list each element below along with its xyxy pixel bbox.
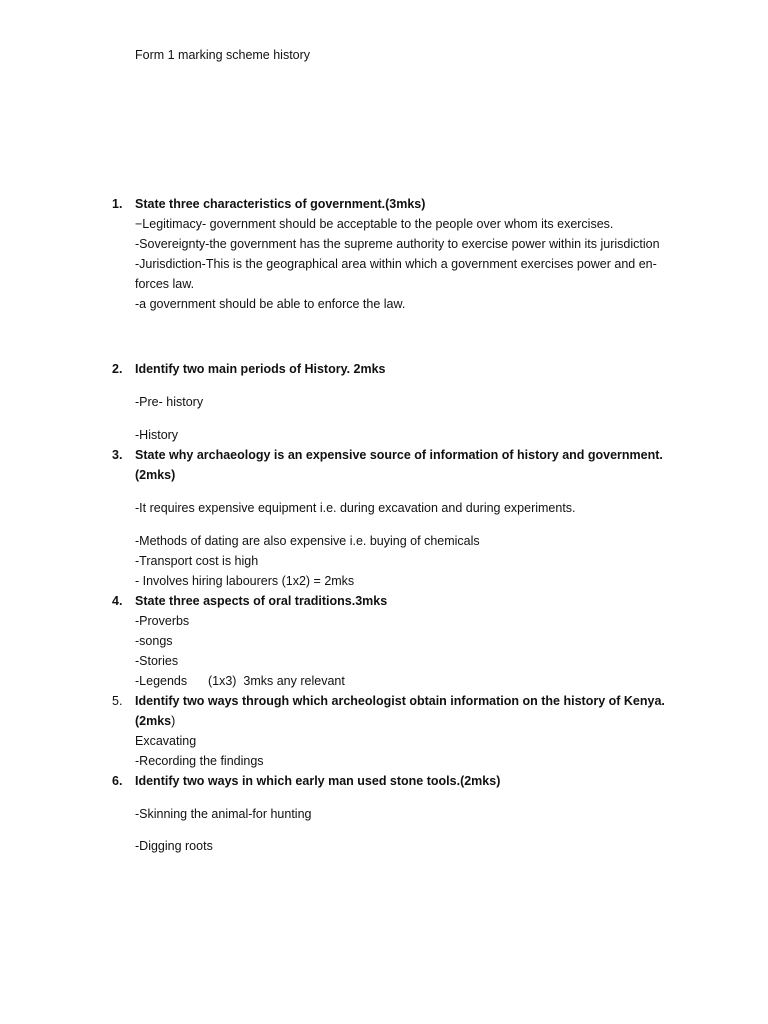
question-text: State three characteristics of government.(3mks) (135, 197, 426, 211)
answer-line: -History (135, 428, 179, 442)
answer-line: -Proverbs (135, 614, 190, 628)
answer-line: -Legends (1x3) 3mks any relevant (135, 674, 345, 688)
question-number: 3. (112, 448, 123, 462)
question-text-continued (135, 711, 175, 731)
answer-line: -It requires expensive equipment i.e. during excavation and during experiments. (135, 501, 576, 515)
question-text: State three aspects of oral traditions.3mks (135, 594, 388, 608)
answer-line: -a government should be able to enforce the law. (135, 297, 406, 311)
answer-line: -songs (135, 634, 173, 648)
question-text-continued: (2mks) (135, 468, 176, 482)
question-number: 2. (112, 362, 123, 376)
question-number: 1. (112, 197, 123, 211)
marks-label-close: ) (171, 714, 176, 728)
answer-line: forces law. (135, 277, 195, 291)
answer-line: −Legitimacy- government should be acceptable to the people over whom its exercises. (135, 217, 614, 231)
question-text: Identify two ways through which archeologist obtain information on the history of Kenya. (135, 694, 665, 708)
answer-line: -Stories (135, 654, 179, 668)
marks-label: (2mks (135, 714, 172, 728)
answer-line: - Involves hiring labourers (1x2) = 2mks (135, 574, 355, 588)
answer-line: -Sovereignty-the government has the supreme authority to exercise power within its jurisdiction (135, 237, 660, 251)
question-text: Identify two main periods of History. 2mks (135, 362, 386, 376)
answer-line: -Skinning the animal-for hunting (135, 807, 312, 821)
answer-line: -Digging roots (135, 839, 213, 853)
answer-line: -Transport cost is high (135, 554, 259, 568)
question-number: 6. (112, 774, 123, 788)
answer-line: Excavating (135, 734, 197, 748)
question-text: Identify two ways in which early man used stone tools.(2mks) (135, 774, 501, 788)
answer-line: -Recording the findings (135, 754, 264, 768)
question-number: 4. (112, 594, 123, 608)
answer-line: -Pre- history (135, 395, 204, 409)
answer-line: -Methods of dating are also expensive i.e. buying of chemicals (135, 534, 480, 548)
answer-line: -Jurisdiction-This is the geographical area within which a government exercises power and en- (135, 257, 657, 271)
question-text: State why archaeology is an expensive source of information of history and government. (135, 448, 663, 462)
question-number: 5. (112, 694, 123, 708)
document-title: Form 1 marking scheme history (135, 48, 311, 62)
